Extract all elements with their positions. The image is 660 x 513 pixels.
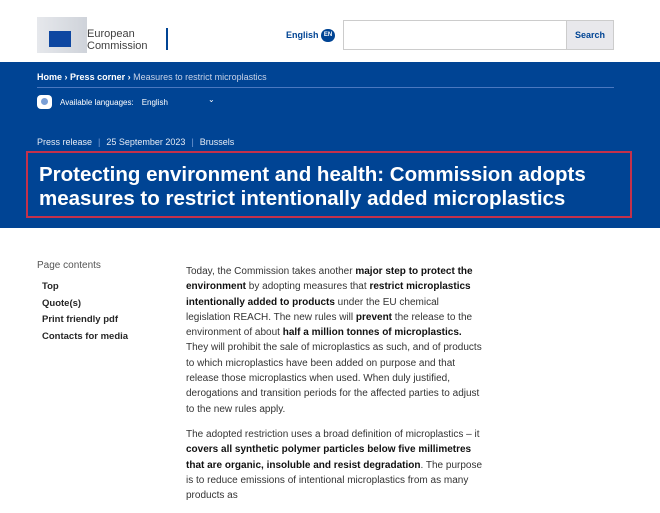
article-date: 25 September 2023 <box>106 137 186 147</box>
search-button[interactable]: Search <box>566 20 614 50</box>
chevron-right-icon: › <box>127 72 131 82</box>
bold-text: major step to protect the environment <box>186 266 473 293</box>
logo-text: Commission <box>87 40 148 52</box>
text: under the EU chemical legislation REACH. The new rules will <box>186 296 439 323</box>
logo-building <box>37 17 87 53</box>
title-highlight-box <box>26 151 632 218</box>
page-contents-heading: Page contents <box>37 260 101 271</box>
chevron-right-icon: › <box>64 72 68 82</box>
language-selector[interactable]: English <box>286 30 319 40</box>
text: by adopting measures that <box>246 281 370 293</box>
toc-item-top[interactable]: Top <box>42 281 59 292</box>
language-badge-icon[interactable]: EN <box>321 29 335 42</box>
eu-flag-icon <box>49 31 71 47</box>
divider <box>37 87 614 88</box>
toc-item-quotes[interactable]: Quote(s) <box>42 297 82 309</box>
article-body <box>186 264 484 513</box>
article-paragraph <box>186 264 484 417</box>
breadcrumb-press-corner[interactable]: Press corner <box>70 72 126 82</box>
text: . The purpose is to reduce emissions of intentional microplastics from as many products as <box>186 459 483 502</box>
page-contents-nav <box>42 281 128 348</box>
toc-item-print-pdf[interactable]: Print friendly pdf <box>42 314 118 326</box>
european-commission-logo[interactable] <box>37 17 172 53</box>
article-type: Press release <box>37 137 93 147</box>
text: Today, the Commission takes another <box>186 266 356 277</box>
text: The adopted restriction uses a broad definition of microplastics – it <box>186 428 480 440</box>
bold-text: restrict microplastics intentionally added to products <box>186 281 471 308</box>
available-languages-label: Available languages: <box>60 97 134 107</box>
available-languages-value[interactable]: English <box>141 97 168 107</box>
page-title: Protecting environment and health: Commission adopts measures to restrict intentionally added microplastics <box>39 163 586 210</box>
breadcrumb <box>37 72 267 82</box>
logo-divider <box>166 28 168 50</box>
site-header <box>0 0 660 62</box>
text: They will prohibit the sale of microplastics as such, and of products to which microplastics have been added on purpose and that release those microplastics when used. When duly justified, derogations and transition periods for the affected parties to adjust to the new rules apply. <box>186 342 482 415</box>
bold-text: prevent <box>355 311 393 323</box>
bold-text: covers all synthetic polymer particles below five millimetres that are organic, insoluble and resist degradation <box>186 444 472 471</box>
breadcrumb-current: Measures to restrict microplastics <box>133 72 267 82</box>
breadcrumb-home[interactable]: Home <box>37 72 63 82</box>
toc-item-contacts[interactable]: Contacts for media <box>42 331 129 343</box>
article-location: Brussels <box>199 137 235 147</box>
article-paragraph <box>186 427 484 503</box>
search-input[interactable] <box>343 20 567 50</box>
available-languages[interactable] <box>37 95 168 109</box>
language-globe-icon <box>37 95 52 109</box>
text: the release to the environment of about <box>186 311 473 339</box>
chevron-down-icon[interactable]: ⌄ <box>208 95 215 104</box>
article-meta: Press release | 25 September 2023 | Brussels <box>37 137 235 147</box>
page-banner <box>0 62 660 228</box>
bold-text: half a million tonnes of microplastics. <box>282 327 462 339</box>
logo-text: European <box>87 28 135 40</box>
